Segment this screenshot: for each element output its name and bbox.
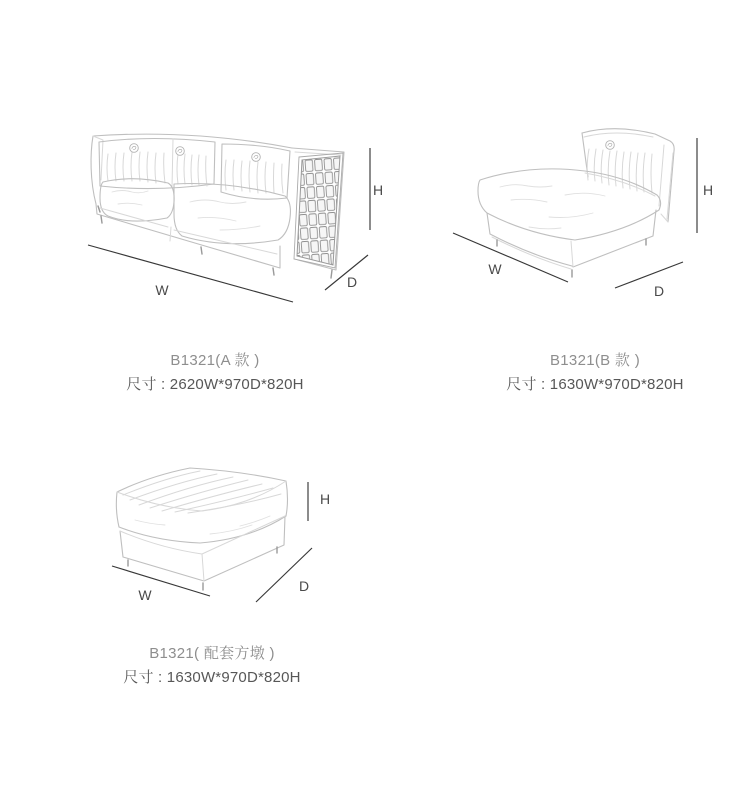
sofa-a-width-label: W (155, 282, 169, 298)
sofa-a-height-label: H (372, 182, 384, 198)
sofa-a-depth-label: D (346, 274, 358, 290)
sofa-a-weave-panel (294, 153, 343, 268)
sofa-b-width-label: W (488, 261, 502, 277)
sofa-b-size: 尺寸 : 1630W*970D*820H (506, 376, 684, 393)
sofa-b-width-dimension-line (453, 233, 568, 282)
sofa-a-width-dimension-line (88, 245, 293, 302)
sofa-b-height-label: H (702, 182, 714, 198)
ottoman-size: 尺寸 : 1630W*970D*820H (123, 669, 301, 686)
ottoman-width-dimension-line (112, 566, 210, 596)
sofa-a-brand-emblems (130, 144, 261, 162)
sofa-a-size: 尺寸 : 2620W*970D*820H (126, 376, 304, 393)
sofa-b-base (487, 210, 656, 277)
sofa-b-brand-emblem (606, 141, 615, 150)
sofa-b-depth-label: D (653, 283, 665, 299)
sofa-a-title: B1321(A 款 ) (170, 352, 260, 369)
ottoman-cushion (116, 468, 287, 543)
sofa-b-title: B1321(B 款 ) (549, 352, 640, 369)
sofa-b-seat-cushion (478, 169, 661, 240)
ottoman-depth-label: D (298, 578, 310, 594)
ottoman-height-label: H (319, 491, 331, 507)
ottoman-base (120, 516, 285, 590)
ottoman-width-label: W (138, 587, 152, 603)
sofa-a-drawing (70, 118, 380, 308)
sofa-a-sketch (70, 118, 380, 308)
ottoman-title: B1321( 配套方墩 ) (149, 645, 275, 662)
